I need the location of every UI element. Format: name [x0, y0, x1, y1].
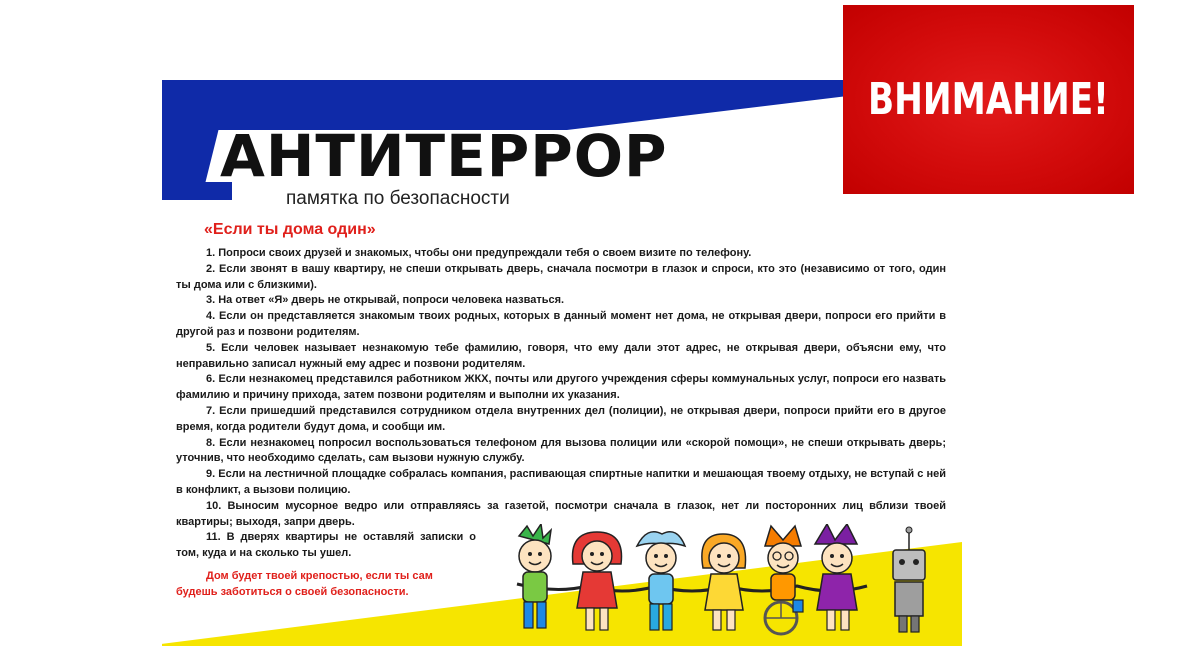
attention-banner	[843, 5, 1134, 194]
attention-text: ВНИМАНИЕ!	[868, 74, 1109, 125]
rule-item: 8. Если незнакомец попросил воспользоваться телефоном для вызова полиции или «скорой помощи», не спеши открывать дверь; уточнив, что необходимо сделать, сам вызови нужную службу.	[176, 436, 946, 465]
kid-yellow	[702, 534, 746, 630]
rule-item: 11. В дверях квартиры не оставляй записки о том, куда и на сколько ты ушел.	[176, 531, 476, 560]
rule-item: 6. Если незнакомец представился работником ЖКХ, почты или другого учреждения сферы коммунальных услуг, попроси его назвать фамилию и причину прихода, затем позвони родителям и выполни их указания.	[176, 373, 946, 402]
kid-orange-wheelchair	[765, 526, 803, 634]
kid-green	[519, 524, 551, 628]
rule-item: 3. На ответ «Я» дверь не открывай, попроси человека назваться.	[206, 294, 565, 307]
poster-title: АНТИТЕРРОР	[220, 122, 668, 190]
rule-item: 5. Если человек называет незнакомую тебе фамилию, говоря, что ему дали этот адрес, не открывая двери, объясни ему, что неправильно записал нужный ему адрес и позвони родителям.	[176, 341, 946, 370]
rule-item: 9. Если на лестничной площадке собралась компания, распивающая спиртные напитки и мешающая твоему отдыху, не вступай с ней в конфликт, а вызови полицию.	[176, 468, 946, 496]
rule-item: 1. Попроси своих друзей и знакомых, чтобы они предупреждали тебя о своем визите по телефону.	[206, 247, 752, 259]
kid-red	[573, 532, 622, 630]
section-heading: «Если ты дома один»	[204, 221, 376, 238]
poster-subtitle: памятка по безопасности	[286, 188, 510, 209]
kids-illustration	[497, 524, 947, 646]
kid-blue	[637, 532, 685, 630]
rule-item: 2. Если звонят в вашу квартиру, не спеши открывать дверь, сначала посмотри в глазок и спроси, кто это (независимо от того, один ты дома или с близкими).	[176, 262, 946, 291]
rule-item: 10. Выносим мусорное ведро или отправляясь за газетой, посмотри сначала в глазок, нет ли посторонних лиц вблизи твоей квартиры; выходя, запри дверь.	[176, 499, 946, 528]
closing-note: Дом будет твоей крепостью, если ты сам будешь заботиться о своей безопасности.	[176, 570, 433, 598]
rules-list	[176, 246, 946, 562]
rule-item: 7. Если пришедший представился сотрудником отдела внутренних дел (полиции), не открывая двери, попроси прийти его в другое время, когда родители будут дома, и сообщи им.	[176, 404, 946, 433]
kid-purple	[815, 524, 857, 630]
antiterror-poster	[162, 80, 962, 646]
rule-item: 4. Если он представляется знакомым твоих родных, которых в данный момент нет дома, не открывая двери, попроси его прийти в другой раз и позвони родителям.	[176, 310, 946, 338]
robot	[893, 527, 925, 632]
